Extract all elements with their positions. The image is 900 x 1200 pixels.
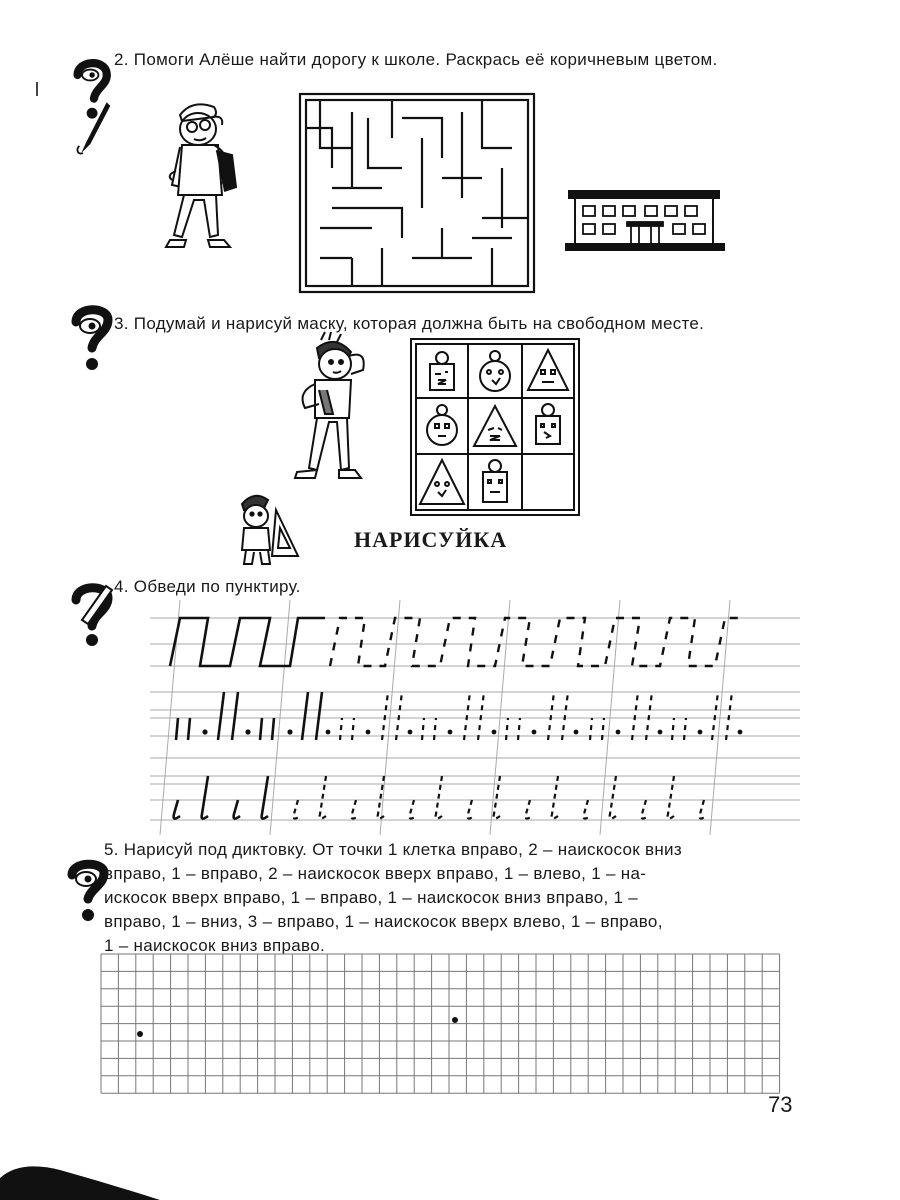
- task-2-text: 2. Помоги Алёше найти дорогу к школе. Раскрась её коричневым цветом.: [114, 50, 718, 69]
- maze: [292, 88, 542, 298]
- page-corner-shadow: [0, 1140, 160, 1200]
- dictation-grid: [100, 952, 795, 1097]
- question-pencil-icon: [68, 568, 118, 668]
- task-5-line: вправо, 1 – вниз, 3 – вправо, 1 – наискосок вверх влево, 1 – вправо,: [104, 912, 663, 931]
- section-heading: НАРИСУЙКА: [354, 527, 508, 552]
- margin-mark: [36, 82, 38, 96]
- task-5-line: искосок вверх вправо, 1 – вправо, 1 – наискосок вниз вправо, 1 –: [104, 888, 639, 907]
- task-5-line: вправо, 1 – вправо, 2 – наискосок вверх вправо, 1 – влево, 1 – на-: [104, 864, 647, 883]
- mask-puzzle-grid: [410, 338, 580, 516]
- page-number: 73: [768, 1092, 793, 1117]
- question-mask-icon: [68, 292, 118, 392]
- task-5-line: 5. Нарисуй под диктовку. От точки 1 клетка вправо, 2 – наискосок вниз: [104, 840, 682, 859]
- task-5-line: 1 – наискосок вниз вправо.: [104, 936, 325, 955]
- school-building: [565, 190, 725, 252]
- task-3-text: 3. Подумай и нарисуй маску, которая должна быть на свободном месте.: [114, 314, 705, 333]
- tracing-lines: [150, 600, 800, 835]
- kid-with-ruler-illustration: [228, 490, 308, 570]
- boy-alyosha-illustration: [152, 95, 247, 260]
- task-5-text: [104, 838, 804, 958]
- start-point: [452, 1017, 458, 1023]
- thinking-boy-illustration: [285, 330, 375, 488]
- task-4-text: 4. Обведи по пунктиру.: [114, 577, 301, 596]
- start-point: [137, 1031, 143, 1037]
- question-pencil-icon: [68, 55, 118, 155]
